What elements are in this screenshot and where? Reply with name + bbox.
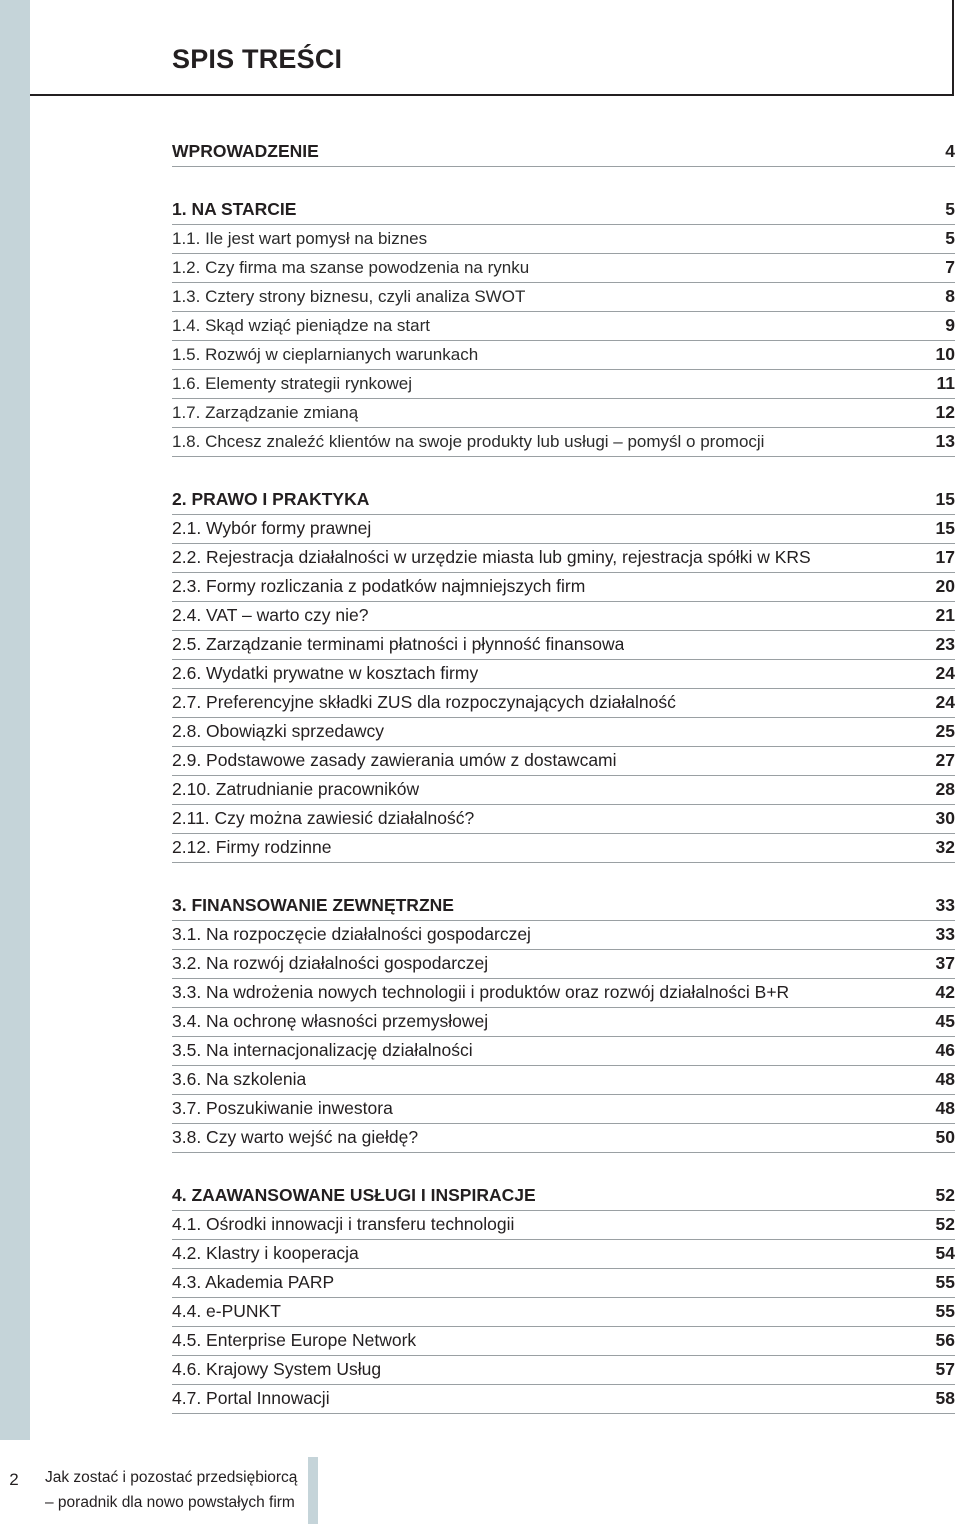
table-of-contents <box>172 138 955 1443</box>
toc-entry[interactable] <box>172 1269 955 1298</box>
toc-entry-page: 5 <box>945 228 955 248</box>
toc-entry-page: 28 <box>935 779 955 799</box>
toc-entry[interactable] <box>172 747 955 776</box>
toc-entry-label: 1.2. Czy firma ma szanse powodzenia na rynku <box>172 258 530 277</box>
toc-entry[interactable] <box>172 428 955 457</box>
toc-entry[interactable] <box>172 1356 955 1385</box>
toc-entry[interactable] <box>172 1240 955 1269</box>
toc-section-heading[interactable] <box>172 486 955 515</box>
toc-entry-label: 3.2. Na rozwój działalności gospodarczej <box>172 953 489 973</box>
toc-entry[interactable] <box>172 950 955 979</box>
toc-entry-label: 2.8. Obowiązki sprzedawcy <box>172 721 385 741</box>
toc-entry-label: 2.4. VAT – warto czy nie? <box>172 605 369 625</box>
toc-entry[interactable] <box>172 544 955 573</box>
toc-entry-page: 52 <box>935 1185 955 1205</box>
toc-entry-page: 54 <box>935 1243 955 1263</box>
toc-entry-page: 25 <box>935 721 955 741</box>
toc-entry-page: 15 <box>935 518 955 538</box>
toc-section <box>172 892 955 1153</box>
toc-entry-label: 3. FINANSOWANIE ZEWNĘTRZNE <box>172 895 454 915</box>
toc-entry[interactable] <box>172 689 955 718</box>
toc-entry-label: 2.9. Podstawowe zasady zawierania umów z dostawcami <box>172 750 617 770</box>
toc-entry-label: 3.7. Poszukiwanie inwestora <box>172 1098 393 1118</box>
toc-entry-page: 55 <box>935 1272 955 1292</box>
toc-entry-label: 4.6. Krajowy System Usług <box>172 1359 382 1379</box>
toc-entry-page: 32 <box>935 837 955 857</box>
toc-entry-label: 4.2. Klastry i kooperacja <box>172 1243 359 1263</box>
toc-entry[interactable] <box>172 776 955 805</box>
toc-entry[interactable] <box>172 1385 955 1414</box>
toc-entry-label: 3.1. Na rozpoczęcie działalności gospodarczej <box>172 924 531 944</box>
toc-entry-label: 1.7. Zarządzanie zmianą <box>172 403 359 422</box>
toc-entry-page: 7 <box>945 257 955 277</box>
toc-entry-page: 33 <box>935 895 955 915</box>
toc-entry-page: 24 <box>935 692 955 712</box>
toc-entry[interactable] <box>172 254 955 283</box>
toc-entry-label: 2.11. Czy można zawiesić działalność? <box>172 808 475 828</box>
toc-entry-page: 48 <box>935 1069 955 1089</box>
toc-entry-label: 3.8. Czy warto wejść na giełdę? <box>172 1127 419 1147</box>
toc-entry[interactable] <box>172 283 955 312</box>
toc-entry-label: 3.3. Na wdrożenia nowych technologii i produktów oraz rozwój działalności B+R <box>172 982 790 1002</box>
toc-entry-page: 15 <box>935 489 955 509</box>
toc-entry-page: 9 <box>945 315 955 335</box>
toc-entry[interactable] <box>172 805 955 834</box>
toc-entry-label: 4.1. Ośrodki innowacji i transferu technologii <box>172 1214 515 1234</box>
toc-entry-page: 10 <box>935 344 955 364</box>
header-frame <box>30 0 954 96</box>
toc-entry[interactable] <box>172 573 955 602</box>
toc-entry-label: 1.3. Cztery strony biznesu, czyli analiza SWOT <box>172 287 526 306</box>
toc-entry-page: 57 <box>935 1359 955 1379</box>
footer-publication-title <box>45 1465 297 1515</box>
toc-entry-page: 8 <box>945 286 955 306</box>
toc-entry-page: 20 <box>935 576 955 596</box>
toc-entry-label: 2.6. Wydatki prywatne w kosztach firmy <box>172 663 479 683</box>
toc-entry[interactable] <box>172 1211 955 1240</box>
toc-entry[interactable] <box>172 312 955 341</box>
toc-entry-page: 5 <box>945 199 955 219</box>
toc-entry-label: 4.7. Portal Innowacji <box>172 1388 330 1408</box>
toc-entry[interactable] <box>172 631 955 660</box>
toc-entry-page: 21 <box>935 605 955 625</box>
toc-entry-label: 1.5. Rozwój w cieplarnianych warunkach <box>172 345 479 364</box>
toc-entry-page: 52 <box>935 1214 955 1234</box>
footer-accent-bar <box>308 1457 318 1524</box>
toc-entry-label: 4.5. Enterprise Europe Network <box>172 1330 417 1350</box>
toc-entry-page: 56 <box>935 1330 955 1350</box>
toc-entry[interactable] <box>172 225 955 254</box>
toc-section <box>172 138 955 167</box>
toc-entry-label: 1.8. Chcesz znaleźć klientów na swoje produkty lub usługi – pomyśl o promocji <box>172 432 765 451</box>
toc-entry[interactable] <box>172 341 955 370</box>
footer-line-2: – poradnik dla nowo powstałych firm <box>45 1494 295 1511</box>
toc-entry-label: 2.10. Zatrudnianie pracowników <box>172 779 420 799</box>
toc-entry[interactable] <box>172 602 955 631</box>
toc-entry-page: 42 <box>935 982 955 1002</box>
toc-entry-page: 50 <box>935 1127 955 1147</box>
toc-entry-page: 12 <box>935 402 955 422</box>
toc-entry-page: 33 <box>935 924 955 944</box>
toc-entry[interactable] <box>172 979 955 1008</box>
toc-entry[interactable] <box>172 1095 955 1124</box>
toc-entry-label: 1.6. Elementy strategii rynkowej <box>172 374 412 393</box>
toc-entry-page: 37 <box>935 953 955 973</box>
toc-entry-page: 24 <box>935 663 955 683</box>
toc-entry-page: 45 <box>935 1011 955 1031</box>
footer-line-1: Jak zostać i pozostać przedsiębiorcą <box>45 1469 298 1486</box>
toc-entry-label: 2.2. Rejestracja działalności w urzędzie miasta lub gminy, rejestracja spółki w KRS <box>172 547 811 567</box>
toc-entry-label: 3.4. Na ochronę własności przemysłowej <box>172 1011 489 1031</box>
toc-entry-label: 2.7. Preferencyjne składki ZUS dla rozpoczynających działalność <box>172 692 676 712</box>
toc-section <box>172 196 955 457</box>
toc-entry-page: 13 <box>935 431 955 451</box>
toc-entry[interactable] <box>172 718 955 747</box>
toc-entry[interactable] <box>172 1008 955 1037</box>
toc-entry[interactable] <box>172 1124 955 1153</box>
toc-entry[interactable] <box>172 660 955 689</box>
toc-entry[interactable] <box>172 370 955 399</box>
toc-entry-page: 27 <box>935 750 955 770</box>
toc-entry-label: 1.1. Ile jest wart pomysł na biznes <box>172 229 428 248</box>
toc-entry-label: WPROWADZENIE <box>172 141 319 161</box>
page-number: 2 <box>9 1470 19 1489</box>
toc-entry-page: 48 <box>935 1098 955 1118</box>
toc-entry[interactable] <box>172 1066 955 1095</box>
toc-entry-label: 4. ZAAWANSOWANE USŁUGI I INSPIRACJE <box>172 1185 536 1205</box>
toc-entry[interactable] <box>172 1037 955 1066</box>
toc-entry[interactable] <box>172 515 955 544</box>
side-color-band <box>0 0 30 1440</box>
toc-entry-page: 11 <box>936 373 955 393</box>
toc-section-heading[interactable] <box>172 138 955 167</box>
toc-section <box>172 1182 955 1414</box>
toc-section <box>172 486 955 863</box>
toc-entry[interactable] <box>172 1327 955 1356</box>
page-title: SPIS TREŚCI <box>172 44 343 74</box>
toc-section-heading[interactable] <box>172 892 955 921</box>
toc-entry[interactable] <box>172 1298 955 1327</box>
toc-section-heading[interactable] <box>172 196 955 225</box>
toc-section-heading[interactable] <box>172 1182 955 1211</box>
toc-entry-page: 17 <box>935 547 955 567</box>
toc-entry-page: 4 <box>945 141 955 161</box>
toc-entry[interactable] <box>172 921 955 950</box>
toc-entry-label: 4.4. e-PUNKT <box>172 1301 281 1321</box>
toc-entry-page: 30 <box>935 808 955 828</box>
toc-entry-label: 3.5. Na internacjonalizację działalności <box>172 1040 473 1060</box>
toc-entry-page: 55 <box>935 1301 955 1321</box>
toc-entry-label: 2.12. Firmy rodzinne <box>172 837 332 857</box>
toc-entry-label: 1. NA STARCIE <box>172 199 297 219</box>
toc-entry[interactable] <box>172 399 955 428</box>
toc-entry-label: 2. PRAWO I PRAKTYKA <box>172 489 370 509</box>
toc-entry-label: 2.5. Zarządzanie terminami płatności i płynność finansowa <box>172 634 625 654</box>
toc-entry-page: 46 <box>935 1040 955 1060</box>
toc-entry[interactable] <box>172 834 955 863</box>
toc-entry-page: 23 <box>935 634 955 654</box>
toc-entry-page: 58 <box>935 1388 955 1408</box>
toc-entry-label: 1.4. Skąd wziąć pieniądze na start <box>172 316 430 335</box>
toc-entry-label: 4.3. Akademia PARP <box>172 1272 335 1292</box>
toc-entry-label: 2.3. Formy rozliczania z podatków najmniejszych firm <box>172 576 586 596</box>
toc-entry-label: 3.6. Na szkolenia <box>172 1069 307 1089</box>
toc-entry-label: 2.1. Wybór formy prawnej <box>172 518 372 538</box>
